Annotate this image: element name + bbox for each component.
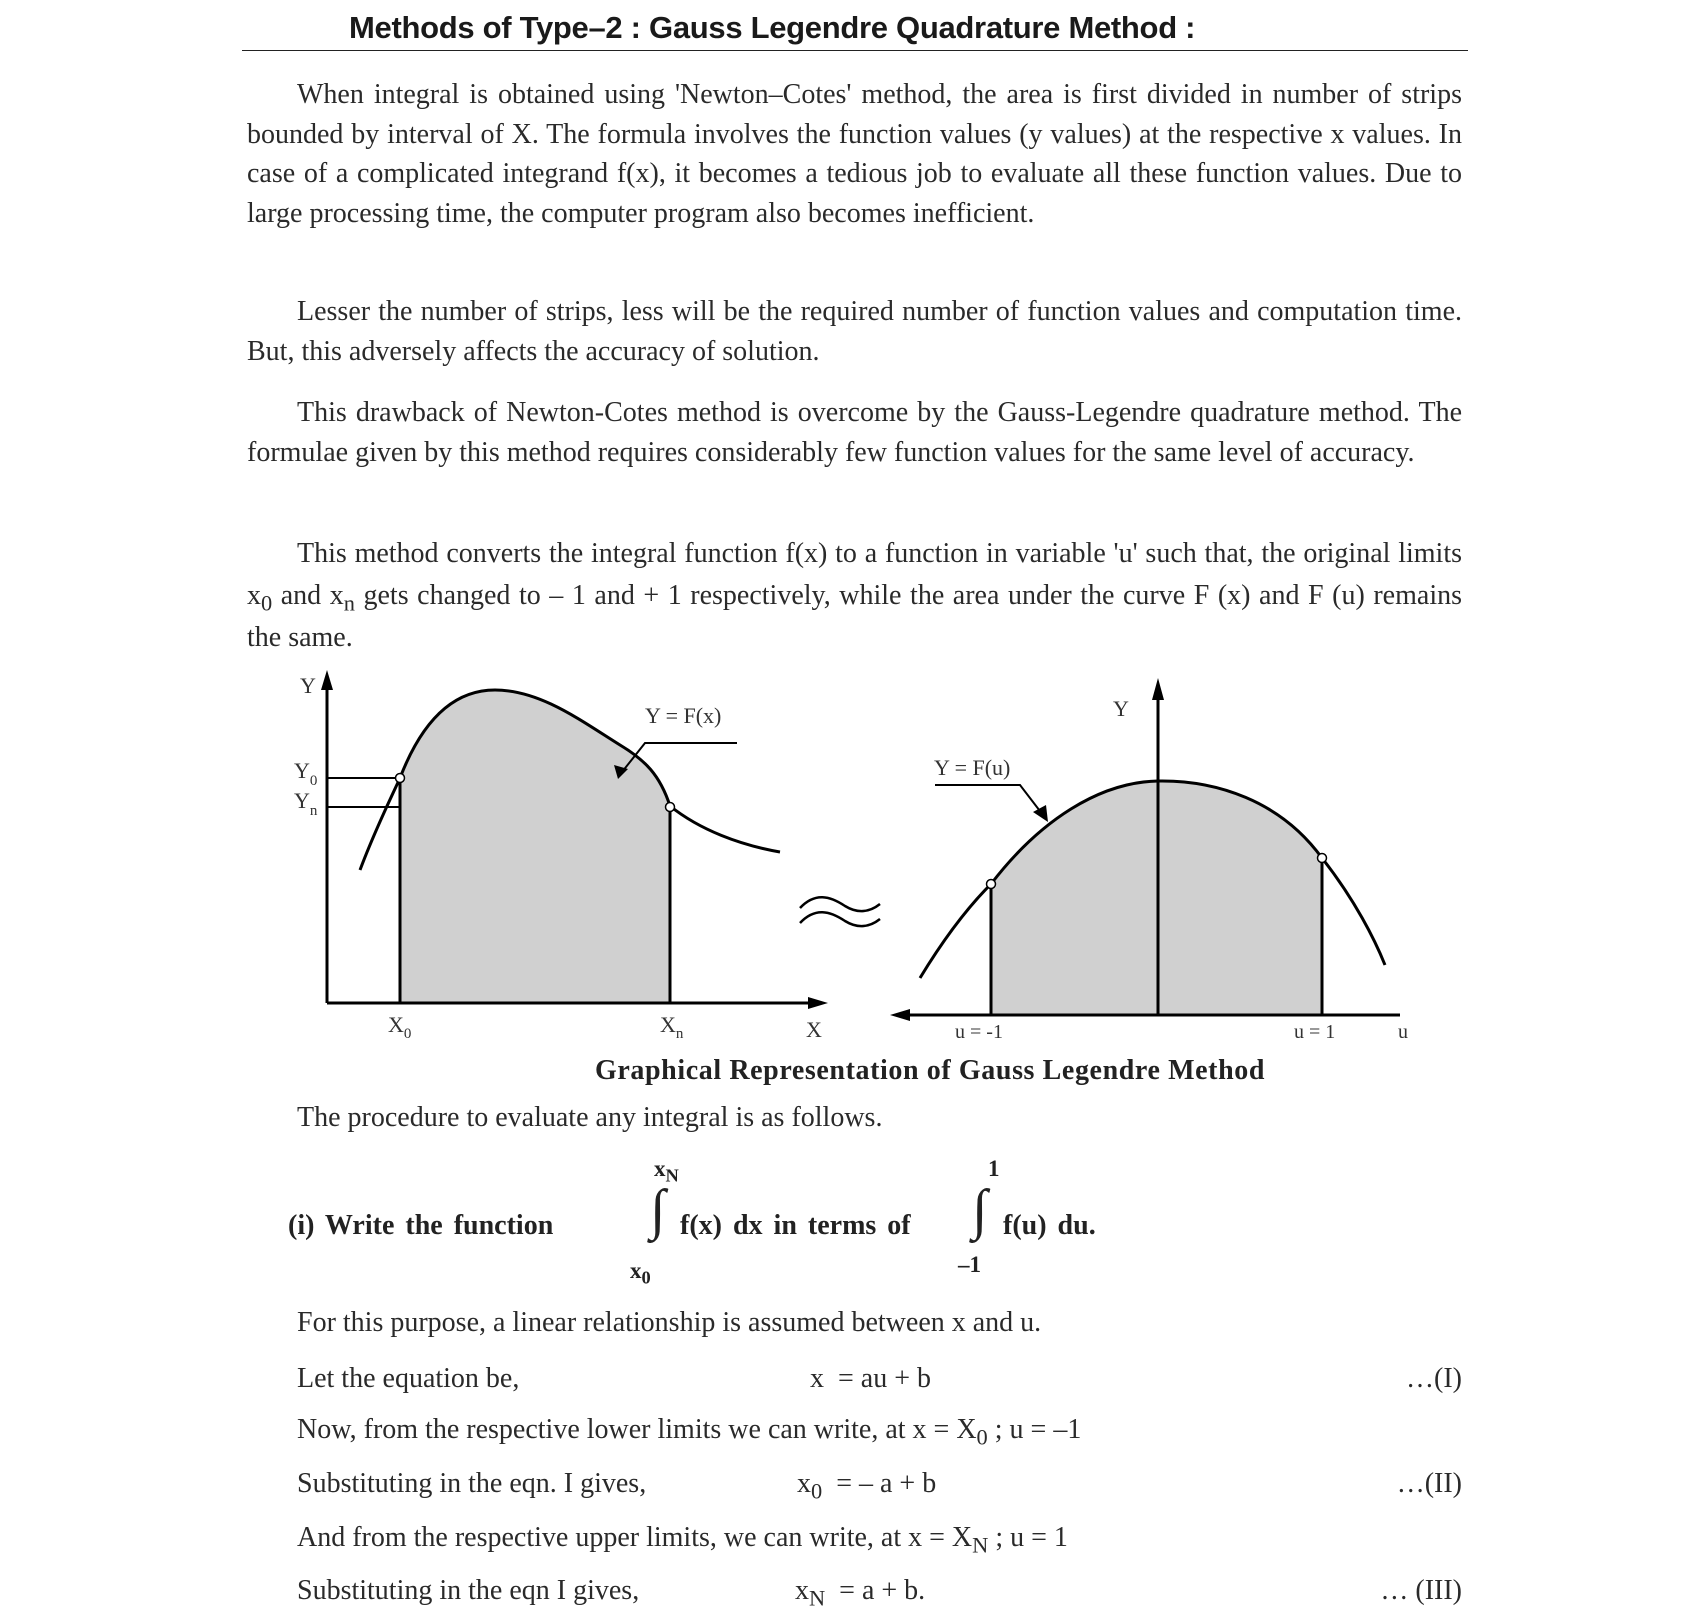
left-y-arrow-icon — [321, 670, 333, 690]
left-graph — [294, 670, 828, 1042]
left-x-label: X — [806, 1017, 822, 1042]
approx-icon — [800, 897, 880, 926]
u-axis-label: u — [1398, 1021, 1408, 1043]
right-y-label: Y — [1113, 696, 1129, 721]
gauss-legendre-figure — [0, 660, 1700, 1050]
paragraph-lesser-strips: Lesser the number of strips, less will be the required number of function values and computation time. But, this adversely affects the accuracy of solution. — [247, 296, 1462, 367]
lower-limit-2: –1 — [958, 1252, 981, 1277]
eqn-2-number: …(II) — [1396, 1468, 1462, 1499]
right-y-arrow-icon — [1152, 678, 1164, 700]
lower-limit-1: $x_0$ — [630, 1258, 651, 1288]
u-upper-point — [1318, 854, 1327, 863]
eqn-3: $x_N = a + b$. — [795, 1575, 926, 1611]
eqn-1-text: Let the equation be, — [297, 1363, 520, 1394]
integral-icon: ∫ — [650, 1179, 666, 1241]
integral-icon: ∫ — [972, 1179, 988, 1241]
yn-label: $Y_n$ — [294, 788, 318, 819]
sub-0: 0 — [261, 590, 273, 616]
fu-leader-arrow-icon — [1033, 805, 1048, 822]
x0-point — [396, 774, 405, 783]
u-upper-label: u = 1 — [1294, 1021, 1336, 1043]
right-graph — [890, 678, 1408, 1043]
u-lower-point — [987, 880, 996, 889]
left-y-label: Y — [300, 673, 316, 698]
eqn-1: x = au + b — [810, 1363, 932, 1394]
integrand-2: f(u) du. — [1003, 1210, 1096, 1241]
eqn-3-number: … (III) — [1380, 1575, 1462, 1606]
section-heading — [242, 8, 1468, 51]
u-axis-arrow-icon — [890, 1009, 910, 1021]
upper-limit-2: 1 — [988, 1156, 1000, 1181]
eqn-2: $x_0$ = – a + b — [797, 1468, 937, 1504]
procedure-intro: The procedure to evaluate any integral is as follows. — [297, 1102, 883, 1133]
left-shaded-area — [400, 690, 670, 1002]
paragraph-newton-cotes: When integral is obtained using 'Newton–Cotes' method, the area is first divided in number of strips bounded by interval of X. The formula involves the function values (y values) at the respective x values. In case of a complicated integrand f(x), it becomes a tedious job to evaluate all these function values. Due to large processing time, the computer program also becomes inefficient. — [247, 79, 1462, 229]
fu-curve-label: Y = F(u) — [934, 755, 1011, 780]
upper-limits-text: And from the respective upper limits, we can write, at $x = X_N$ ; u = 1 — [297, 1522, 1068, 1558]
linear-relationship-text: For this purpose, a linear relationship is assumed between x and u. — [297, 1307, 1042, 1338]
eqn-3-text: Substituting in the eqn I gives, — [297, 1575, 640, 1606]
para4-text-2: and x — [272, 580, 344, 611]
heading-text: Methods of Type–2 : Gauss Legendre Quadrature Method : — [349, 10, 1196, 45]
step-1-label: (i) Write the function — [288, 1210, 554, 1241]
eqn-2-text: Substituting in the eqn. I gives, — [297, 1468, 647, 1499]
para4-text-3: gets changed to – 1 and + 1 respectively, while the area under the curve F (x) and F (u) remains the same. — [247, 580, 1462, 653]
figure-caption: Graphical Representation of Gauss Legendre Method — [594, 1055, 1266, 1086]
integrand-1: f(x) dx in terms of — [680, 1210, 911, 1241]
xn-label: $X_n$ — [660, 1012, 684, 1042]
u-lower-label: u = -1 — [955, 1021, 1003, 1043]
fu-leader-line — [935, 785, 1043, 815]
fx-curve-label: Y = F(x) — [645, 703, 722, 728]
paragraph-drawback: This drawback of Newton-Cotes method is overcome by the Gauss-Legendre quadrature method. The formulae given by this method requires considerably few function values for the same level of accuracy. — [247, 397, 1462, 468]
paragraph-method-conversion — [247, 533, 1462, 659]
y0-label: $Y_0$ — [294, 758, 318, 789]
upper-limit-1: $x_N$ — [654, 1156, 679, 1186]
xn-point — [666, 803, 675, 812]
left-x-arrow-icon — [808, 997, 828, 1009]
eqn-1-number: …(I) — [1406, 1363, 1462, 1394]
lower-limits-text: Now, from the respective lower limits we can write, at $x = X_0$ ; u = –1 — [297, 1414, 1082, 1450]
sub-n: n — [343, 590, 355, 616]
x0-label: $X_0$ — [388, 1012, 412, 1042]
para4-text-1: This method converts the integral function f(x) to a function in variable 'u' such that, the original limits x — [247, 538, 1462, 611]
